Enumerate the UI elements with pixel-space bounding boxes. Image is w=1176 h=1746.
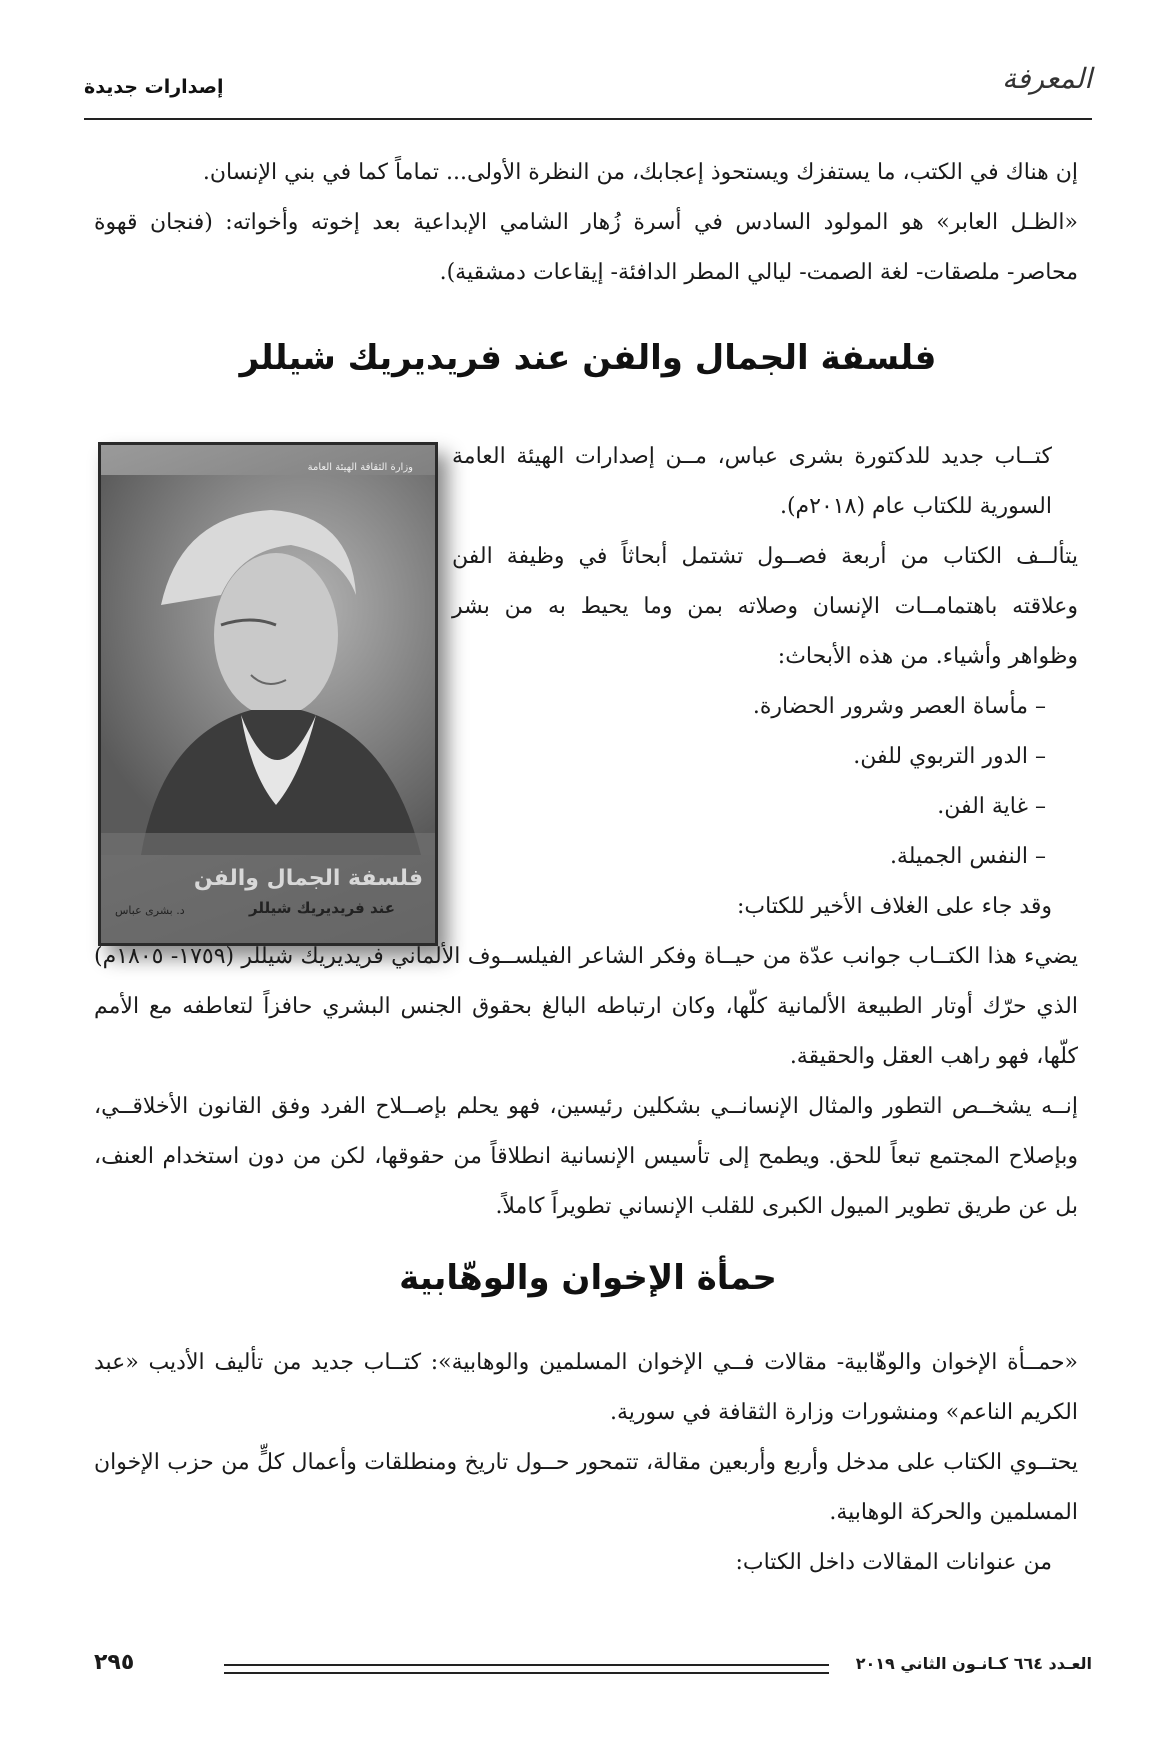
cover-publisher-text: وزارة الثقافة الهيئة العامة <box>307 462 413 473</box>
page-footer <box>84 1650 1092 1690</box>
cover-author: د. بشرى عباس <box>115 904 185 917</box>
article1-paragraph-5: إنــه يشخــص التطور والمثال الإنسانــي بشكلين رئيسين، فهو يحلم بإصــلاح الفرد وفق القانون الأخلاقــي، وبإصلاح المجتمع تبعاً للحق. ويطمح إلى تأسيس الإنسانية انطلاقاً من حقوقها، لكن من دون استخدام العنف، بل عن طريق تطوير الميول الكبرى للقلب الإنساني تطويراً كاملاً. <box>94 1094 1078 1219</box>
article2-paragraph-1: «حمــأة الإخوان والوهّابية- مقالات فــي الإخوان المسلمين والوهابية»: كتــاب جديد من تأليف الأديب «عبد الكريم الناعم» ومنشورات وزارة الثقافة في سورية. <box>94 1350 1078 1425</box>
footer-divider <box>224 1664 829 1674</box>
page-header <box>84 52 1092 110</box>
article1-paragraph-3: وقد جاء على الغلاف الأخير للكتاب: <box>736 894 1052 919</box>
section-title: إصدارات جديدة <box>84 76 224 98</box>
cover-subtitle: عند فريديريك شيللر <box>249 899 395 917</box>
intro-paragraph-1: إن هناك في الكتب، ما يستفزك ويستحوذ إعجابك، من النظرة الأولى... تماماً كما في بني الإنسان. <box>202 160 1078 185</box>
article1-paragraph-2: يتألــف الكتاب من أربعة فصــول تشتمل أبحاثاً في وظيفة الفن وعلاقته باهتمامــات الإنسان وصلاته بمن وما يحيط به من بشر وظواهر وأشياء. من هذه الأبحاث: <box>452 544 1078 669</box>
book-cover-image <box>98 442 438 946</box>
article-title-brotherhood: حمأة الإخوان والوهّابية <box>399 1258 777 1298</box>
bullet-item: – النفس الجميلة. <box>889 844 1046 869</box>
header-divider <box>84 118 1092 120</box>
cover-title: فلسفة الجمال والفن <box>193 866 423 891</box>
article1-paragraph-4: يضيء هذا الكتــاب جوانب عدّة من حيــاة وفكر الشاعر الفيلســوف الألماني فريديريك شيللر (١٧٥٩- ١٨٠٥م) الذي حرّك أوتار الطبيعة الألمانية كلّها، وكان ارتباطه البالغ بحقوق الجنس البشري حافزاً لتعاطفه مع الأمم كلّها، فهو راهب العقل والحقيقة. <box>94 944 1078 1069</box>
bullet-item: – مأساة العصر وشرور الحضارة. <box>752 694 1046 719</box>
page-number: ٢٩٥ <box>94 1650 135 1675</box>
article-title-schiller: فلسفة الجمال والفن عند فريديريك شيللر <box>239 338 937 378</box>
issue-info: العـدد ٦٦٤ كـانـون الثاني ٢٠١٩ <box>855 1654 1092 1673</box>
article2-paragraph-3: من عنوانات المقالات داخل الكتاب: <box>735 1550 1052 1575</box>
portrait-illustration <box>101 475 435 855</box>
bullet-item: – الدور التربوي للفن. <box>853 744 1046 769</box>
intro-paragraph-2: «الظـل العابر» هو المولود السادس في أسرة زُهار الشامي الإبداعية بعد إخوته وأخواته: (فنجان قهوة محاصر- ملصقات- لغة الصمت- ليالي المطر الدافئة- إيقاعات دمشقية). <box>94 210 1078 285</box>
bullet-item: – غاية الفن. <box>937 794 1046 819</box>
article2-paragraph-2: يحتــوي الكتاب على مدخل وأربع وأربعين مقالة، تتمحور حــول تاريخ ومنطلقات وأعمال كلٍّ من حزب الإخوان المسلمين والحركة الوهابية. <box>94 1450 1078 1525</box>
article1-paragraph-1: كتــاب جديد للدكتورة بشرى عباس، مــن إصدارات الهيئة العامة السورية للكتاب عام (٢٠١٨م). <box>452 444 1052 519</box>
magazine-logo: المعرفة <box>1002 62 1092 95</box>
